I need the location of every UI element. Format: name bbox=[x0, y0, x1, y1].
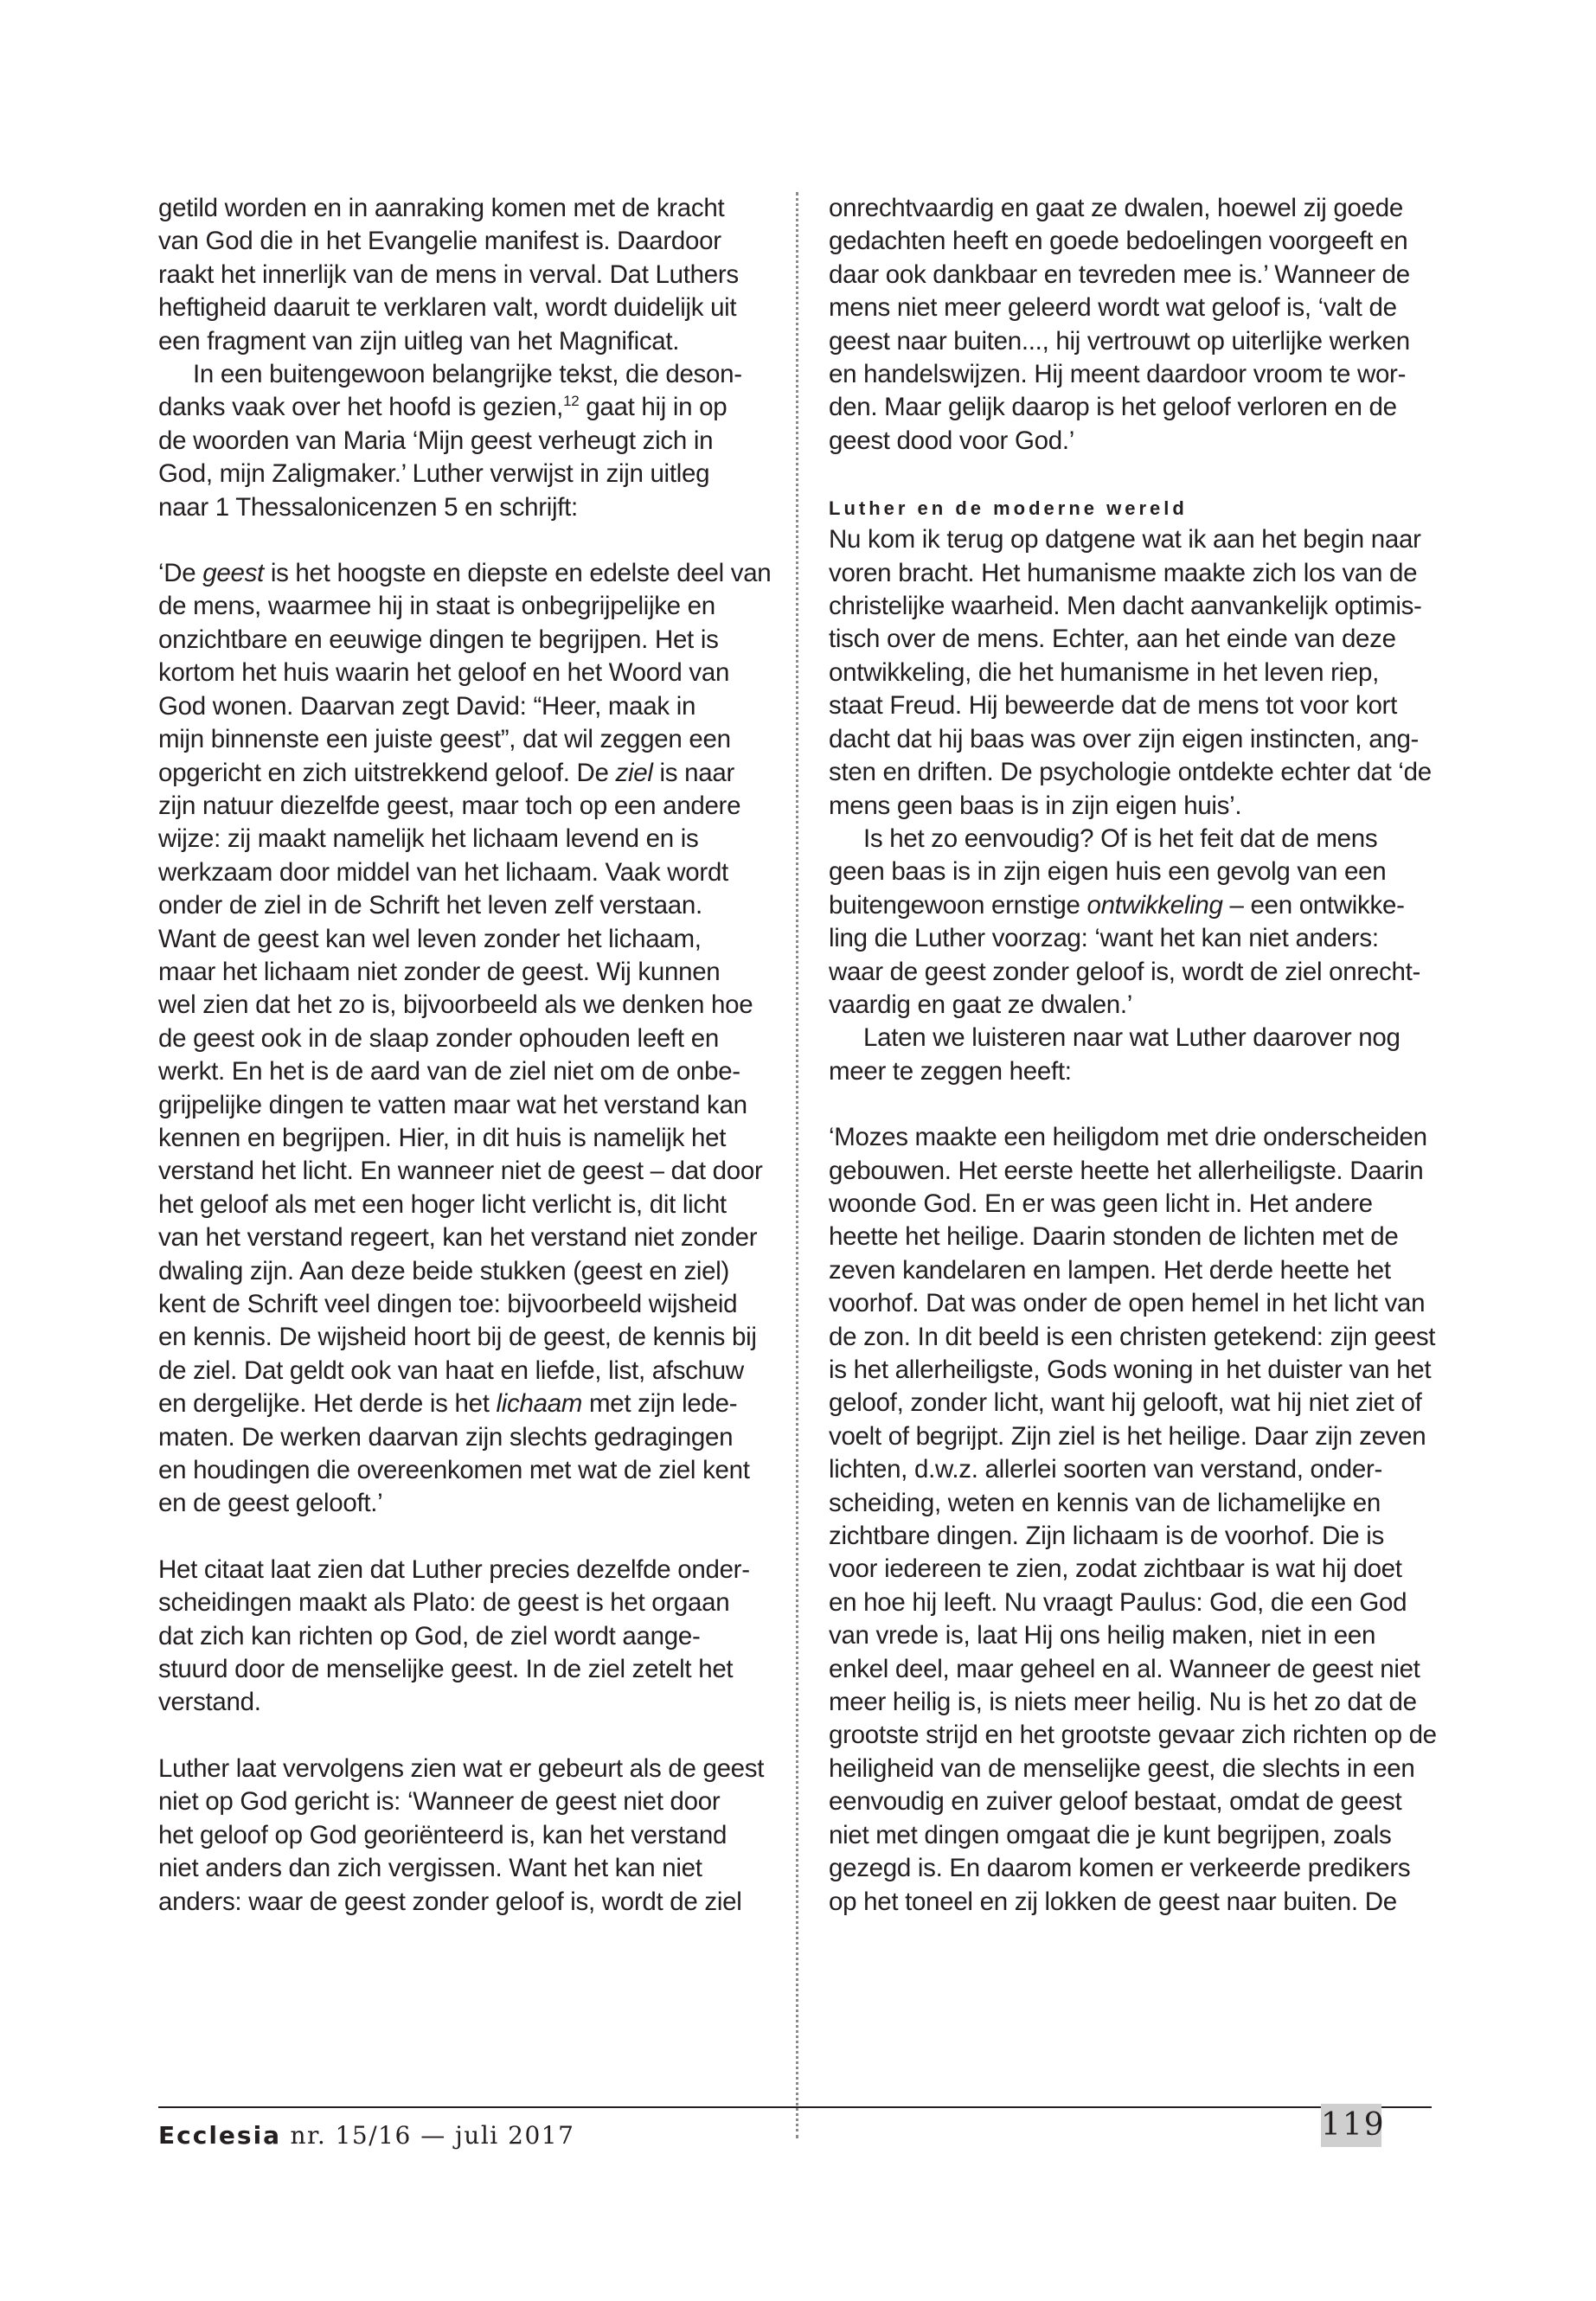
text-line: meer heilig is, is niets meer heilig. Nu is het zo dat de bbox=[829, 1688, 1417, 1717]
text-line: werkt. En het is de aard van de ziel niet om de onbe- bbox=[158, 1057, 740, 1086]
text-line: mens geen baas is in zijn eigen huis’. bbox=[829, 791, 1242, 820]
text-line: van het verstand regeert, kan het verstand niet zonder bbox=[158, 1223, 758, 1253]
text-line: opgericht en zich uitstrekkend geloof. De ziel is naar bbox=[158, 758, 734, 787]
text-line: een fragment van zijn uitleg van het Magnificat. bbox=[158, 326, 680, 356]
footnote-ref: 12 bbox=[563, 393, 580, 410]
text-line: staat Freud. Hij beweerde dat de mens tot voor kort bbox=[829, 691, 1397, 721]
text-line: is het allerheiligste, Gods woning in het duister van het bbox=[829, 1356, 1432, 1384]
text-line: woonde God. En er was geen licht in. Het andere bbox=[829, 1189, 1373, 1218]
text-line: wijze: zij maakt namelijk het lichaam levend en is bbox=[158, 824, 699, 854]
text-line: geloof, zonder licht, want hij gelooft, wat hij niet ziet of bbox=[829, 1388, 1422, 1418]
paragraph-2 bbox=[829, 523, 1434, 823]
text-line: werkzaam door middel van het lichaam. Vaak wordt bbox=[158, 857, 728, 887]
text-line: het geloof op God georiënteerd is, kan het verstand bbox=[158, 1820, 727, 1849]
text-line: de mens, waarmee hij in staat is onbegrijpelijke en bbox=[158, 592, 715, 621]
block-quote bbox=[158, 557, 772, 1521]
text-line: scheiding, weten en kennis van de lichamelijke en bbox=[829, 1488, 1381, 1517]
footer-rule bbox=[158, 2106, 1432, 2108]
text-line: niet op God gericht is: ‘Wanneer de geest niet door bbox=[158, 1787, 721, 1817]
text-line: heette het heilige. Daarin stonden de lichten met de bbox=[829, 1222, 1399, 1252]
text-line: heftigheid daaruit te verklaren valt, wordt duidelijk uit bbox=[158, 293, 737, 323]
text-line: enkel deel, maar geheel en al. Wanneer de geest niet bbox=[829, 1654, 1420, 1683]
text-line: grootste strijd en het grootste gevaar zich richten op de bbox=[829, 1721, 1437, 1750]
text-line: verstand het licht. En wanneer niet de geest – dat door bbox=[158, 1157, 763, 1186]
paragraph-2 bbox=[158, 358, 764, 524]
text-line: vaardig en gaat ze dwalen.’ bbox=[829, 990, 1133, 1019]
text-line: de woorden van Maria ‘Mijn geest verheugt zich in bbox=[158, 426, 714, 455]
text-line: maten. De werken daarvan zijn slechts gedragingen bbox=[158, 1422, 734, 1452]
text-line: dat zich kan richten op God, de ziel wordt aange- bbox=[158, 1621, 701, 1650]
section-heading: Luther en de moderne wereld bbox=[829, 497, 1188, 520]
text-line: kennen en begrijpen. Hier, in dit huis is namelijk het bbox=[158, 1123, 727, 1152]
text-line: waar de geest zonder geloof is, wordt de ziel onrecht- bbox=[829, 957, 1420, 986]
column-divider bbox=[796, 192, 798, 2138]
text-line: maar het lichaam niet zonder de geest. Wij kunnen bbox=[158, 957, 721, 986]
text-line: het geloof als met een hoger licht verlicht is, dit licht bbox=[158, 1189, 727, 1219]
text-line: stuurd door de menselijke geest. In de ziel zetelt het bbox=[158, 1655, 734, 1684]
text-line: voren bracht. Het humanisme maakte zich los van de bbox=[829, 558, 1418, 587]
text-line: naar 1 Thessalonicenzen 5 en schrijft: bbox=[158, 492, 578, 522]
text-line: niet met dingen omgaat die je kunt begrijpen, zoals bbox=[829, 1820, 1392, 1849]
text-line: de zon. In dit beeld is een christen getekend: zijn geest bbox=[829, 1322, 1436, 1351]
issue-info: nr. 15/16 — juli 2017 bbox=[281, 2121, 575, 2150]
text-line: getild worden en in aanraking komen met de kracht bbox=[158, 194, 725, 222]
text-line: en dergelijke. Het derde is het lichaam met zijn lede- bbox=[158, 1389, 738, 1419]
paragraph-1 bbox=[158, 192, 764, 358]
text-line: zijn natuur diezelfde geest, maar toch op een andere bbox=[158, 791, 741, 820]
magazine-name: Ecclesia bbox=[158, 2121, 282, 2150]
text-line: voorhof. Dat was onder de open hemel in het licht van bbox=[829, 1289, 1426, 1318]
text-line: van God die in het Evangelie manifest is. Daardoor bbox=[158, 227, 721, 256]
text-line: ‘Mozes maakte een heiligdom met drie onderscheiden bbox=[829, 1123, 1427, 1152]
paragraph-3 bbox=[829, 823, 1434, 1022]
text-line: gezegd is. En daarom komen er verkeerde predikers bbox=[829, 1854, 1411, 1883]
text-line: heiligheid van de menselijke geest, die slechts in een bbox=[829, 1753, 1415, 1783]
text-line: en hoe hij leeft. Nu vraagt Paulus: God, die een God bbox=[829, 1587, 1407, 1617]
block-quote bbox=[829, 1121, 1437, 1919]
text-line: geest naar buiten..., hij vertrouwt op uiterlijke werken bbox=[829, 326, 1410, 356]
text-line: zichtbare dingen. Zijn lichaam is de voorhof. Die is bbox=[829, 1522, 1384, 1551]
paragraph-4 bbox=[829, 1022, 1434, 1088]
text-line: en de geest gelooft.’ bbox=[158, 1489, 383, 1518]
text-line: Luther laat vervolgens zien wat er gebeurt als de geest bbox=[158, 1753, 765, 1783]
text-line: en kennis. De wijsheid hoort bij de geest, de kennis bij bbox=[158, 1323, 757, 1352]
text-line: gedachten heeft en goede bedoelingen voorgeeft en bbox=[829, 227, 1408, 256]
text-line: lichten, d.w.z. allerlei soorten van verstand, onder- bbox=[829, 1455, 1383, 1484]
paragraph-1 bbox=[829, 192, 1434, 458]
text-line: danks vaak over het hoofd is gezien,$^{12}$ gaat hij in op bbox=[158, 393, 727, 422]
text-line: ling die Luther voorzag: ‘want het kan niet anders: bbox=[829, 924, 1379, 953]
text-line: en handelswijzen. Hij meent daardoor vroom te wor- bbox=[829, 360, 1407, 389]
text-line: den. Maar gelijk daarop is het geloof verloren en de bbox=[829, 393, 1397, 422]
text-line: In een buitengewoon belangrijke tekst, die deson- bbox=[193, 360, 742, 389]
text-line: mens niet meer geleerd wordt wat geloof is, ‘valt de bbox=[829, 293, 1397, 323]
text-line: buitengewoon ernstige ontwikkeling – een ontwikke- bbox=[829, 890, 1405, 920]
text-line: voor iedereen te zien, zodat zichtbaar is wat hij doet bbox=[829, 1554, 1402, 1584]
text-line: dwaling zijn. Aan deze beide stukken (geest en ziel) bbox=[158, 1256, 730, 1285]
text-line: zeven kandelaren en lampen. Het derde heette het bbox=[829, 1255, 1391, 1285]
text-line: en houdingen die overeenkomen met wat de ziel kent bbox=[158, 1456, 750, 1485]
text-line: dacht dat hij baas was over zijn eigen instincten, ang- bbox=[829, 724, 1420, 753]
text-line: daar ook dankbaar en tevreden mee is.’ Wanneer de bbox=[829, 260, 1410, 289]
text-line: voelt of begrijpt. Zijn ziel is het heilige. Daar zijn zeven bbox=[829, 1421, 1426, 1451]
text-line: de geest ook in de slaap zonder ophouden leeft en bbox=[158, 1023, 719, 1053]
text-line: mijn binnenste een juiste geest”, dat wil zeggen een bbox=[158, 725, 731, 754]
text-line: Nu kom ik terug op datgene wat ik aan het begin naar bbox=[829, 525, 1421, 554]
text-line: Want de geest kan wel leven zonder het lichaam, bbox=[158, 924, 702, 953]
text-line: geen baas is in zijn eigen huis een gevolg van een bbox=[829, 857, 1387, 887]
right-column bbox=[829, 192, 1437, 1919]
text-line: raakt het innerlijk van de mens in verval. Dat Luthers bbox=[158, 260, 739, 289]
text-line: scheidingen maakt als Plato: de geest is het orgaan bbox=[158, 1588, 730, 1618]
text-line: niet anders dan zich vergissen. Want het kan niet bbox=[158, 1854, 702, 1883]
text-line: kent de Schrift veel dingen toe: bijvoorbeeld wijsheid bbox=[158, 1290, 738, 1318]
text-line: Is het zo eenvoudig? Of is het feit dat de mens bbox=[863, 824, 1378, 853]
text-line: tisch over de mens. Echter, aan het einde van deze bbox=[829, 625, 1396, 654]
text-line: kortom het huis waarin het geloof en het Woord van bbox=[158, 658, 730, 688]
text-line: onrechtvaardig en gaat ze dwalen, hoewel zij goede bbox=[829, 194, 1403, 222]
text-line: onzichtbare en eeuwige dingen te begrijpen. Het is bbox=[158, 625, 719, 654]
text-line: God wonen. Daarvan zegt David: “Heer, maak in bbox=[158, 691, 696, 721]
text-line: anders: waar de geest zonder geloof is, wordt de ziel bbox=[158, 1887, 742, 1916]
text-line: Het citaat laat zien dat Luther precies dezelfde onder- bbox=[158, 1554, 750, 1584]
text-line: eenvoudig en zuiver geloof bestaat, omdat de geest bbox=[829, 1787, 1402, 1817]
text-line: sten en driften. De psychologie ontdekte echter dat ‘de bbox=[829, 758, 1432, 787]
text-line: christelijke waarheid. Men dacht aanvankelijk optimis- bbox=[829, 592, 1422, 621]
paragraph-4 bbox=[158, 1753, 764, 1919]
text-line: van vrede is, laat Hij ons heilig maken, niet in een bbox=[829, 1621, 1376, 1650]
left-column bbox=[158, 192, 772, 1919]
text-line: verstand. bbox=[158, 1688, 261, 1717]
text-line: Laten we luisteren naar wat Luther daarover nog bbox=[863, 1023, 1401, 1053]
paragraph-3 bbox=[158, 1554, 764, 1720]
page-number: 119 bbox=[1321, 2104, 1381, 2147]
text-line: onder de ziel in de Schrift het leven zelf verstaan. bbox=[158, 891, 702, 920]
text-line: wel zien dat het zo is, bijvoorbeeld als we denken hoe bbox=[158, 990, 753, 1020]
text-line: op het toneel en zij lokken de geest naar buiten. De bbox=[829, 1887, 1397, 1916]
text-line: ‘De geest is het hoogste en diepste en edelste deel van bbox=[158, 559, 772, 588]
text-line: gebouwen. Het eerste heette het allerheiligste. Daarin bbox=[829, 1156, 1424, 1185]
text-line: grijpelijke dingen te vatten maar wat het verstand kan bbox=[158, 1090, 747, 1119]
text-line: geest dood voor God.’ bbox=[829, 426, 1074, 455]
text-line: de ziel. Dat geldt ook van haat en liefde, list, afschuw bbox=[158, 1356, 744, 1385]
text-line: meer te zeggen heeft: bbox=[829, 1056, 1072, 1086]
text-line: ontwikkeling, die het humanisme in het leven riep, bbox=[829, 657, 1380, 687]
footer bbox=[158, 2121, 574, 2150]
text-line: God, mijn Zaligmaker.’ Luther verwijst in zijn uitleg bbox=[158, 459, 710, 489]
